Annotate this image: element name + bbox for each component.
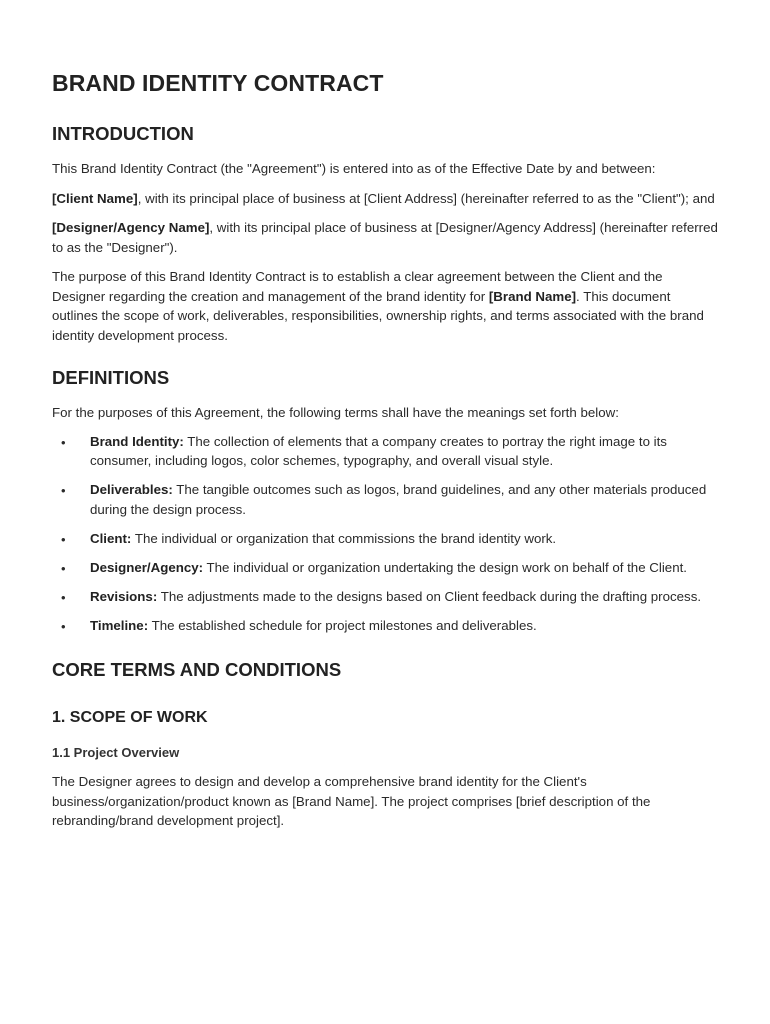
definition-text: The tangible outcomes such as logos, brand guidelines, and any other materials produced during the design process. (90, 482, 707, 517)
bullet-icon: • (61, 531, 66, 547)
bullet-icon: • (61, 560, 66, 576)
definition-item (52, 480, 718, 519)
definitions-intro: For the purposes of this Agreement, the following terms shall have the meanings set forth below: (52, 405, 619, 420)
project-overview-text: The Designer agrees to design and develop a comprehensive brand identity for the Client's business/organization/product known as [Brand Name]. The project comprises [brief description of the rebranding/brand development project]. (52, 774, 651, 828)
intro-paragraph: This Brand Identity Contract (the "Agreement") is entered into as of the Effective Date by and between: (52, 161, 656, 176)
definition-term: Client: (90, 530, 132, 546)
definition-item (52, 587, 718, 607)
client-paragraph (52, 189, 718, 209)
definition-text: The individual or organization undertaking the design work on behalf of the Client. (203, 559, 687, 575)
definition-term: Deliverables: (90, 482, 173, 497)
definition-item (52, 616, 718, 636)
bullet-icon: • (61, 589, 66, 605)
definitions-heading: DEFINITIONS (52, 367, 170, 388)
definition-text: The adjustments made to the designs based on Client feedback during the drafting process. (157, 588, 702, 604)
introduction-heading: INTRODUCTION (52, 123, 194, 144)
definition-item (52, 529, 718, 549)
document-title: BRAND IDENTITY CONTRACT (52, 70, 384, 96)
brand-name-placeholder: [Brand Name] (488, 288, 577, 304)
definition-term: Timeline: (90, 617, 149, 633)
purpose-text-b: . This document outlines the scope of work, deliverables, responsibilities, ownership rights, and terms associated with the brand identity development process. (52, 288, 704, 343)
designer-name-placeholder: [Designer/Agency Name] (52, 220, 210, 235)
purpose-paragraph (52, 267, 718, 345)
definition-term: Revisions: (90, 588, 158, 604)
definition-item (52, 558, 718, 578)
definition-text: The established schedule for project milestones and deliverables. (148, 617, 537, 633)
definitions-list (52, 432, 718, 636)
scope-of-work-heading: 1. SCOPE OF WORK (52, 709, 208, 726)
client-name-placeholder: [Client Name] (52, 190, 138, 206)
definition-text: The collection of elements that a company creates to portray the right image to its consumer, including logos, color schemes, typography, and overall visual style. (90, 433, 667, 468)
definition-item (52, 432, 718, 471)
designer-paragraph (52, 218, 718, 257)
core-terms-heading: CORE TERMS AND CONDITIONS (52, 659, 342, 680)
client-paragraph-text: , with its principal place of business at [Client Address] (hereinafter referred to as the "Client"); and (137, 190, 715, 206)
bullet-icon: • (61, 434, 66, 450)
definition-text: The individual or organization that commissions the brand identity work. (131, 530, 557, 546)
definition-term: Brand Identity: (90, 433, 184, 449)
project-overview-heading: 1.1 Project Overview (52, 745, 180, 760)
bullet-icon: • (61, 483, 66, 498)
definition-term: Designer/Agency: (90, 559, 204, 575)
purpose-text-a: The purpose of this Brand Identity Contract is to establish a clear agreement between the Client and the Designer regarding the creation and management of the brand identity for (52, 269, 663, 304)
designer-paragraph-text: , with its principal place of business at [Designer/Agency Address] (hereinafter referred to as the "Designer"). (52, 220, 718, 255)
bullet-icon: • (61, 618, 66, 634)
